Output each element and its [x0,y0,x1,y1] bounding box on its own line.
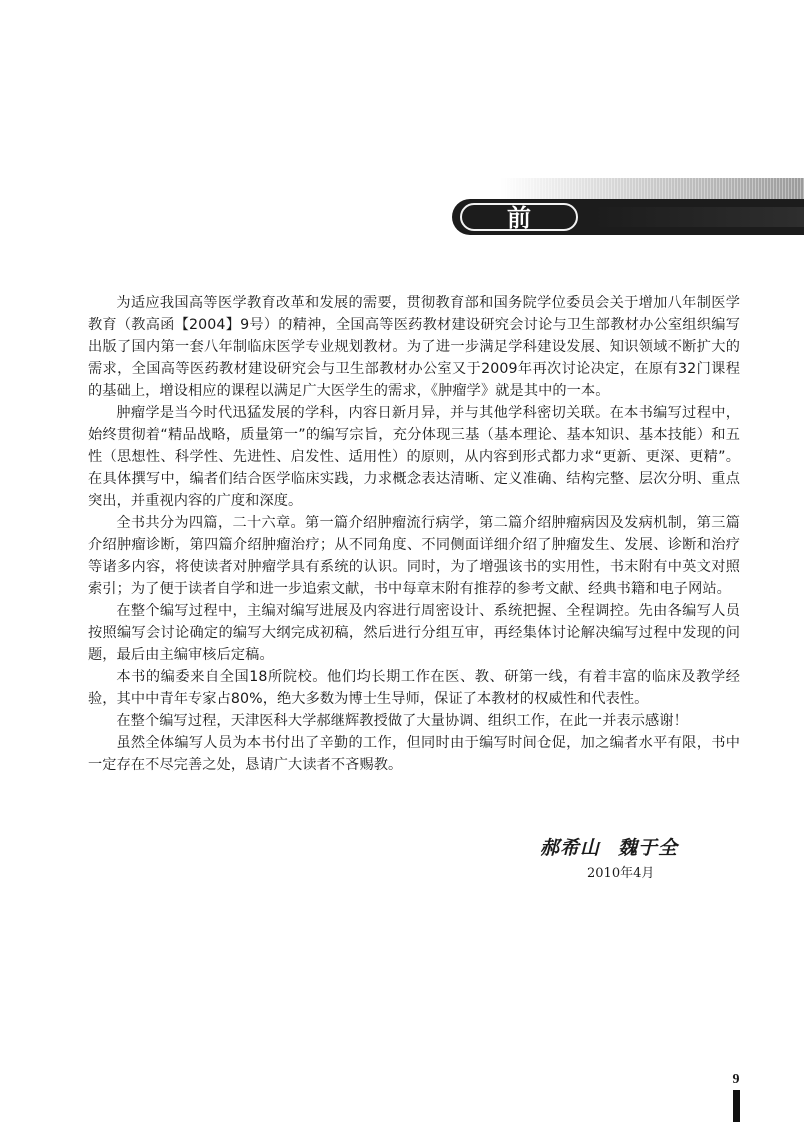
preface-body [88,292,740,776]
paragraph-6: 在整个编写过程，天津医科大学郝继辉教授做了大量协调、组织工作，在此一并表示感谢！ [116,713,688,729]
paragraph-4: 在整个编写过程中，主编对编写进展及内容进行周密设计、系统把握、全程调控。先由各编写人员按照编写会讨论确定的编写大纲完成初稿，然后进行分组互审，再经集体讨论解决编写过程中发现的问题，最后由主编审核后定稿。 [88,603,740,663]
signature [540,833,740,860]
paragraph-7: 虽然全体编写人员为本书付出了辛勤的工作，但同时由于编写时间仓促，加之编者水平有限，书中一定存在不尽完善之处，恳请广大读者不吝赐教。 [88,735,740,773]
page-title: 前言 [495,204,555,262]
signature-author-2: 魏于全 [618,837,679,859]
paragraph-5: 本书的编委来自全国18所院校。他们均长期工作在医、教、研第一线，有着丰富的临床及教学经验，其中中青年专家占80%，绝大多数为博士生导师，保证了本教材的权威性和代表性。 [88,669,740,707]
title-tail-decor [592,207,804,227]
page-number: 9 [732,1072,740,1087]
signature-author-1: 郝希山 [540,837,601,859]
paragraph-2: 肿瘤学是当今时代迅猛发展的学科，内容日新月异，并与其他学科密切关联。在本书编写过程中，始终贯彻着“精品战略，质量第一”的编写宗旨，充分体现三基（基本理论、基本知识、基本技能）和五性（思想性、科学性、先进性、启发性、适用性）的原则，从内容到形式都力求“更新、更深、更精”。在具体撰写中，编者们结合医学临床实践，力求概念表达清晰、定义准确、结构完整、层次分明、重点突出，并重视内容的广度和深度。 [88,405,740,509]
title-frame [460,203,578,262]
header-decor-band [500,178,804,200]
paragraph-3: 全书共分为四篇，二十六章。第一篇介绍肿瘤流行病学，第二篇介绍肿瘤病因及发病机制，第三篇介绍肿瘤诊断，第四篇介绍肿瘤治疗；从不同角度、不同侧面详细介绍了肿瘤发生、发展、诊断和治疗等诸多内容，将使读者对肿瘤学具有系统的认识。同时，为了增强该书的实用性，书末附有中英文对照索引；为了便于读者自学和进一步追索文献，书中每章末附有推荐的参考文献、经典书籍和电子网站。 [88,515,740,597]
paragraph-1: 为适应我国高等医学教育改革和发展的需要，贯彻教育部和国务院学位委员会关于增加八年制医学教育（教高函【2004】9号）的精神，全国高等医药教材建设研究会讨论与卫生部教材办公室组织编写出版了国内第一套八年制临床医学专业规划教材。为了进一步满足学科建设发展、知识领域不断扩大的需求，全国高等医药教材建设研究会与卫生部教材办公室又于2009年再次讨论决定，在原有32门课程的基础上，增设相应的课程以满足广大医学生的需求，《肿瘤学》就是其中的一本。 [88,295,740,399]
signature-date: 2010年4月 [587,866,655,881]
title-tab [452,199,804,262]
page-number-bar [733,1090,740,1122]
